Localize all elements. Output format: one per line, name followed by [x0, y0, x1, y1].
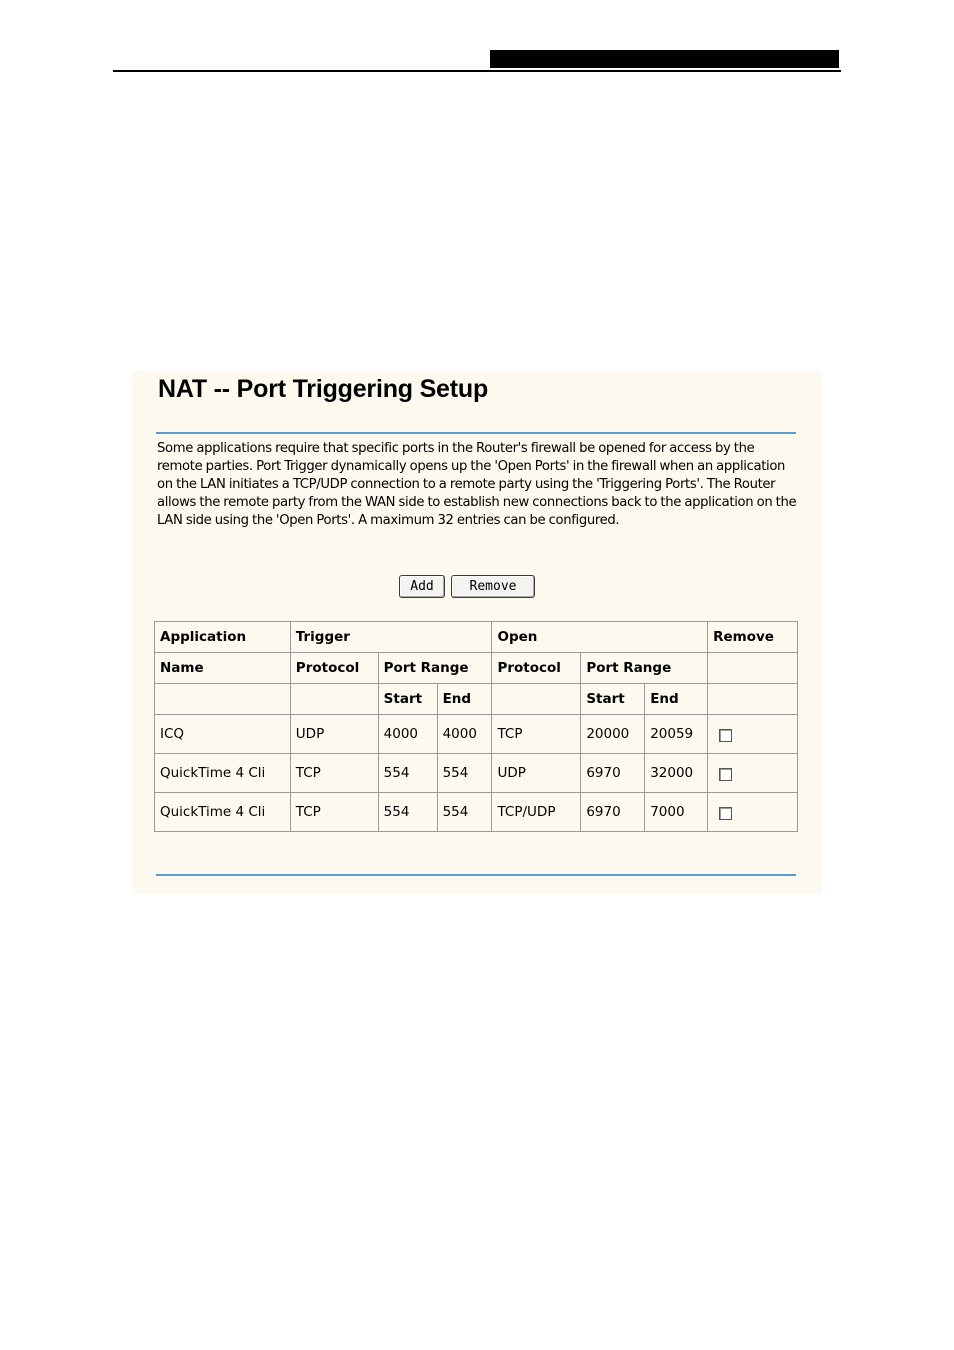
cell-name: ICQ: [155, 715, 291, 754]
cell-remove: [708, 754, 798, 793]
cell-trigger-protocol: TCP: [290, 754, 378, 793]
cell-open-start: 6970: [581, 754, 645, 793]
table-header-row: [155, 622, 798, 653]
cell-trigger-start: 4000: [378, 715, 437, 754]
header-name: Name: [155, 653, 291, 684]
header-open-port-range: Port Range: [581, 653, 708, 684]
remove-button[interactable]: Remove: [451, 575, 535, 598]
header-trigger-protocol: Protocol: [290, 653, 378, 684]
cell-trigger-protocol: TCP: [290, 793, 378, 832]
action-buttons: [399, 575, 535, 598]
cell-open-end: 20059: [645, 715, 708, 754]
cell-name: QuickTime 4 Cli: [155, 793, 291, 832]
page-description: Some applications require that specific ports in the Router's firewall be opened for access by the remote parties. Port Trigger dynamically opens up the 'Open Ports' in the firewall when an application on the LAN initiates a TCP/UDP connection to a remote party using the 'Triggering Ports'. The Router allows the remote party from the WAN side to establish new connections back to the application on the LAN side using the 'Open Ports'. A maximum 32 entries can be configured.: [157, 441, 797, 528]
cell-open-end: 32000: [645, 754, 708, 793]
table-header-row: [155, 653, 798, 684]
table-row: [155, 715, 798, 754]
remove-checkbox[interactable]: [719, 729, 732, 742]
cell-trigger-start: 554: [378, 754, 437, 793]
cell-name: QuickTime 4 Cli: [155, 754, 291, 793]
cell-trigger-end: 4000: [437, 715, 492, 754]
document-header-bar: [490, 50, 839, 68]
header-trigger-port-range: Port Range: [378, 653, 492, 684]
remove-checkbox[interactable]: [719, 807, 732, 820]
header-empty: [492, 684, 581, 715]
header-trigger: Trigger: [290, 622, 492, 653]
table-row: [155, 754, 798, 793]
title-divider: [156, 432, 796, 434]
header-application: Application: [155, 622, 291, 653]
cell-trigger-end: 554: [437, 793, 492, 832]
cell-open-protocol: TCP: [492, 715, 581, 754]
header-trigger-start: Start: [378, 684, 437, 715]
port-triggering-panel: [132, 371, 822, 894]
cell-trigger-start: 554: [378, 793, 437, 832]
header-trigger-end: End: [437, 684, 492, 715]
port-triggering-table: [154, 621, 798, 832]
add-button[interactable]: Add: [399, 575, 445, 598]
header-empty: [290, 684, 378, 715]
cell-open-protocol: TCP/UDP: [492, 793, 581, 832]
table-row: [155, 793, 798, 832]
remove-checkbox[interactable]: [719, 768, 732, 781]
cell-open-end: 7000: [645, 793, 708, 832]
table-header-row: [155, 684, 798, 715]
header-remove: Remove: [708, 622, 798, 653]
page-title: NAT -- Port Triggering Setup: [158, 375, 489, 403]
cell-remove: [708, 793, 798, 832]
cell-trigger-end: 554: [437, 754, 492, 793]
bottom-divider: [156, 874, 796, 876]
header-empty: [708, 684, 798, 715]
header-open-start: Start: [581, 684, 645, 715]
cell-remove: [708, 715, 798, 754]
document-header-rule: [113, 70, 841, 72]
cell-trigger-protocol: UDP: [290, 715, 378, 754]
header-open-protocol: Protocol: [492, 653, 581, 684]
cell-open-start: 6970: [581, 793, 645, 832]
header-empty: [708, 653, 798, 684]
header-open-end: End: [645, 684, 708, 715]
cell-open-protocol: UDP: [492, 754, 581, 793]
header-open: Open: [492, 622, 708, 653]
header-empty: [155, 684, 291, 715]
cell-open-start: 20000: [581, 715, 645, 754]
